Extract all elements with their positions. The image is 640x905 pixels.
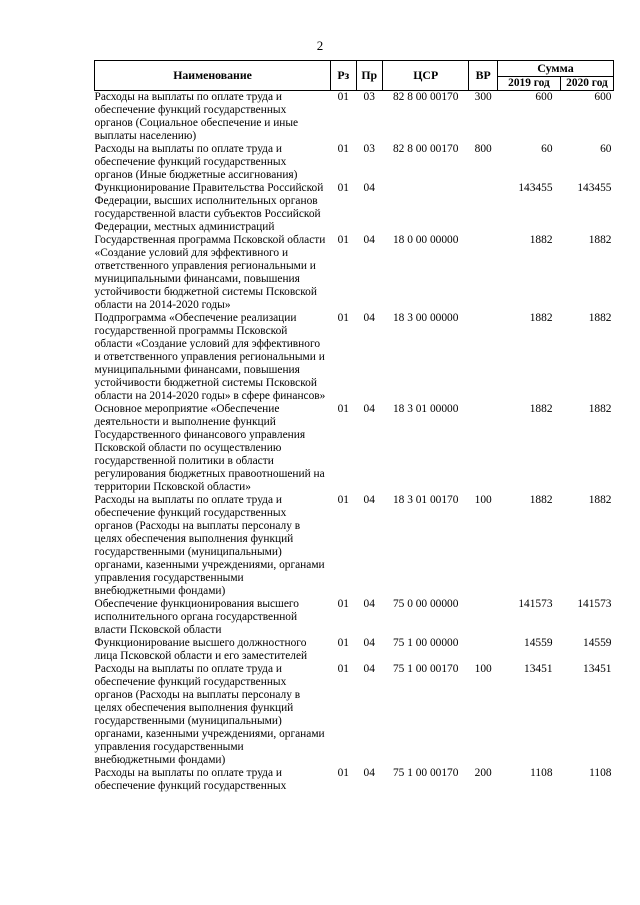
row-pr: 04 <box>363 234 375 246</box>
row-sum-2019: 1108 <box>530 767 553 779</box>
row-csr: 18 3 01 00170 <box>392 494 459 506</box>
header-rz: Рз <box>331 61 356 91</box>
row-rz: 01 <box>337 143 349 155</box>
table-row <box>95 143 614 182</box>
table-row <box>95 767 614 793</box>
row-rz: 01 <box>337 91 349 103</box>
row-name: Обеспечение функционирования высшего исполнительного органа государственной власти Псковской области <box>94 598 299 636</box>
row-pr: 04 <box>363 663 375 675</box>
row-sum-2020: 1882 <box>588 494 612 506</box>
row-name: Расходы на выплаты по оплате труда и обеспечение функций государственных органов (Социальное обеспечение и иные выплаты населению) <box>94 91 299 142</box>
row-sum-2020: 141573 <box>577 598 612 610</box>
header-pr: Пр <box>356 61 382 91</box>
row-name: Государственная программа Псковской области «Создание условий для эффективного и ответственного управления региональными и муниципальными финансами, повышения устойчивости бюджетной системы Псковской области на 2014-2020 годы» <box>94 234 326 311</box>
row-vr: 100 <box>474 663 492 675</box>
table-row <box>95 312 614 403</box>
row-csr <box>382 182 468 234</box>
row-pr: 03 <box>363 143 375 155</box>
table-row <box>95 637 614 663</box>
table-header <box>95 61 614 91</box>
row-vr: 800 <box>474 143 492 155</box>
row-csr: 82 8 00 00170 <box>392 143 459 155</box>
row-pr: 04 <box>363 767 375 779</box>
row-name: Основное мероприятие «Обеспечение деятельности и выполнение функций Государственного финансового управления Псковской области по осуществлению государственной политики в области регулирования бюджетных правоотношений на территории Псковской области» <box>94 403 325 493</box>
row-name: Расходы на выплаты по оплате труда и обеспечение функций государственных органов (Иные бюджетные ассигнования) <box>94 143 298 181</box>
row-sum-2020: 13451 <box>583 663 612 675</box>
row-rz: 01 <box>337 312 349 324</box>
header-year-2020: 2020 год <box>561 77 614 91</box>
row-csr: 75 1 00 00000 <box>392 637 459 649</box>
row-sum-2020: 60 <box>600 143 612 155</box>
table-row <box>95 182 614 234</box>
row-sum-2020: 1882 <box>588 312 612 324</box>
row-pr: 03 <box>363 91 375 103</box>
row-sum-2019: 600 <box>535 91 553 103</box>
header-year-2019: 2019 год <box>497 77 560 91</box>
row-pr: 04 <box>363 403 375 415</box>
header-sum: Сумма <box>497 61 613 77</box>
row-sum-2019: 13451 <box>524 663 553 675</box>
table-row <box>95 663 614 767</box>
row-sum-2019: 1882 <box>529 312 553 324</box>
row-pr: 04 <box>363 637 375 649</box>
header-vr: ВР <box>469 61 497 91</box>
row-name: Расходы на выплаты по оплате труда и обеспечение функций государственных <box>94 767 287 792</box>
row-rz: 01 <box>337 494 349 506</box>
row-name: Функционирование высшего должностного лица Псковской области и его заместителей <box>94 637 308 662</box>
budget-table <box>94 60 614 793</box>
row-sum-2019: 1882 <box>529 494 553 506</box>
row-pr: 04 <box>363 312 375 324</box>
row-name: Подпрограмма «Обеспечение реализации государственной программы Псковской области «Создание условий для эффективного и ответственного управления региональными и муниципальными финансами, повышения устойчивости бюджетной системы Псковской области на 2014-2020 годы» в сфере финансов» <box>94 312 326 402</box>
header-csr: ЦСР <box>382 61 468 91</box>
row-csr: 75 1 00 00170 <box>392 767 459 779</box>
row-sum-2019: 141573 <box>518 598 553 610</box>
row-pr: 04 <box>363 598 375 610</box>
row-vr: 100 <box>474 494 492 506</box>
row-sum-2019: 14559 <box>524 637 553 649</box>
row-sum-2020: 143455 <box>577 182 612 194</box>
row-vr <box>469 598 497 637</box>
row-rz: 01 <box>337 403 349 415</box>
row-rz: 01 <box>337 637 349 649</box>
row-csr: 18 3 01 00000 <box>392 403 459 415</box>
row-vr <box>469 234 497 312</box>
row-vr <box>469 637 497 663</box>
table-row <box>95 91 614 144</box>
row-sum-2019: 1882 <box>529 234 553 246</box>
row-sum-2020: 14559 <box>583 637 612 649</box>
row-name: Расходы на выплаты по оплате труда и обеспечение функций государственных органов (Расходы на выплаты персоналу в целях обеспечения выполнения функций государственными (муниципальными) органами, казенными учреждениями, органами управления государственными внебюджетными фондами) <box>94 494 325 597</box>
row-rz: 01 <box>337 234 349 246</box>
row-rz: 01 <box>337 767 349 779</box>
row-rz: 01 <box>337 663 349 675</box>
row-sum-2019: 1882 <box>529 403 553 415</box>
row-csr: 18 0 00 00000 <box>392 234 459 246</box>
row-rz: 01 <box>337 182 349 194</box>
row-csr: 75 1 00 00170 <box>392 663 459 675</box>
row-sum-2020: 1882 <box>588 403 612 415</box>
table-row <box>95 494 614 598</box>
header-name: Наименование <box>95 61 331 91</box>
row-pr: 04 <box>363 494 375 506</box>
row-vr: 300 <box>474 91 492 103</box>
row-pr: 04 <box>363 182 375 194</box>
row-vr <box>469 312 497 403</box>
table-row <box>95 403 614 494</box>
table-body <box>95 91 614 794</box>
row-vr <box>469 182 497 234</box>
row-vr <box>469 403 497 494</box>
row-name: Функционирование Правительства Российской Федерации, высших исполнительных органов государственной власти субъектов Российской Федерации, местных администраций <box>94 182 324 233</box>
row-sum-2020: 1108 <box>589 767 612 779</box>
table-row <box>95 598 614 637</box>
row-name: Расходы на выплаты по оплате труда и обеспечение функций государственных органов (Расходы на выплаты персоналу в целях обеспечения выполнения функций государственными (муниципальными) органами, казенными учреждениями, органами управления государственными внебюджетными фондами) <box>94 663 325 766</box>
row-csr: 75 0 00 00000 <box>392 598 459 610</box>
row-rz: 01 <box>337 598 349 610</box>
row-vr: 200 <box>474 767 492 779</box>
row-sum-2020: 1882 <box>588 234 612 246</box>
row-sum-2019: 143455 <box>518 182 553 194</box>
table-row <box>95 234 614 312</box>
row-csr: 18 3 00 00000 <box>392 312 459 324</box>
page-number: 2 <box>316 38 324 53</box>
row-sum-2020: 600 <box>594 91 612 103</box>
row-sum-2019: 60 <box>541 143 553 155</box>
row-csr: 82 8 00 00170 <box>392 91 459 103</box>
